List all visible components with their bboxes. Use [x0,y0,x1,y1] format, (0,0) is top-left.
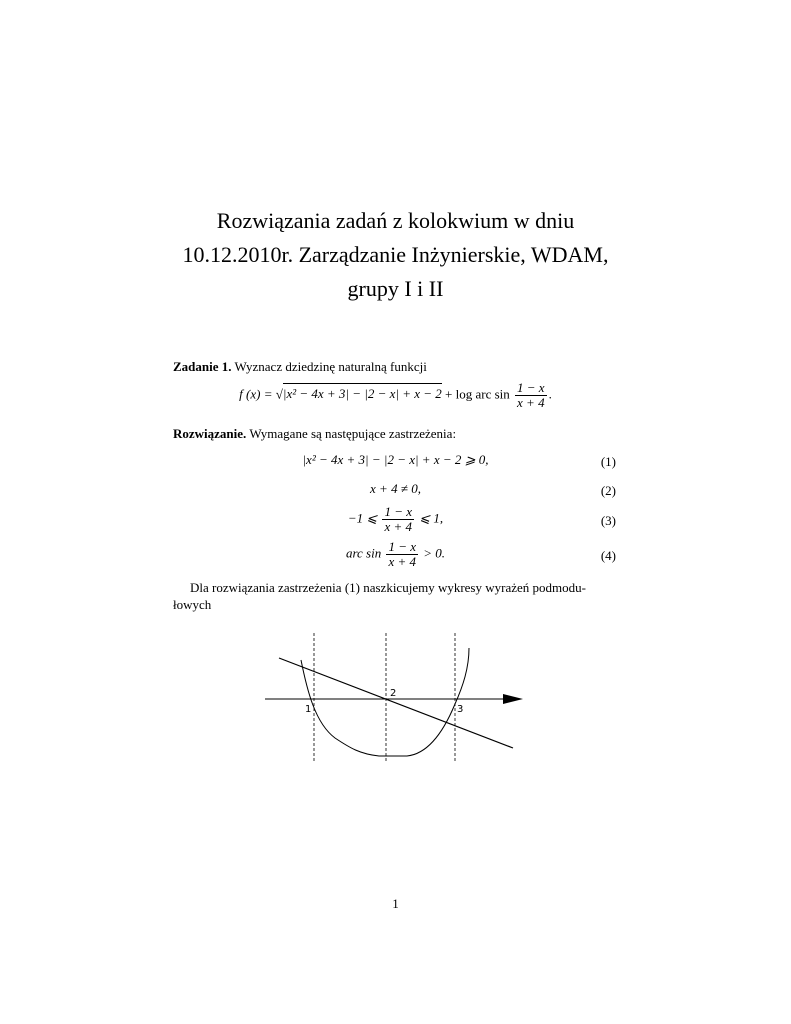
document-title [100,204,691,306]
log-part: + log arc sin [445,386,510,402]
equation-1 [173,452,618,476]
solution-text: Wymagane są następujące zastrzeżenia: [249,426,457,441]
title-line-1: Rozwiązania zadań z kolokwium w dniu [216,208,575,233]
equation-2-body: x + 4 ≠ 0, [370,481,421,496]
solution-label: Rozwiązanie. [173,426,247,441]
paragraph-line-2: łowych [173,597,212,612]
solution-intro [173,425,618,442]
task-text: Wyznacz dziedzinę naturalną funkcji [234,359,427,374]
task-statement [173,358,618,375]
title-line-3: grupy I i II [347,276,444,301]
parabola-curve [301,648,469,756]
equation-4-fraction [386,540,418,569]
equation-4-body [173,540,618,569]
equation-1-number: (1) [600,454,616,469]
equation-2-number: (2) [600,483,616,498]
equation-3-fraction [382,505,414,534]
equation-4-denominator: x + 4 [388,554,417,569]
fraction-numerator: 1 − x [517,380,545,395]
equation-4 [173,540,618,572]
equation-3-denominator: x + 4 [384,519,413,534]
title-line-2: 10.12.2010r. Zarządzanie Inżynierskie, WDAM, [182,242,609,267]
equation-2 [173,481,618,505]
figure-label-2: 2 [390,688,397,699]
function-fraction [515,381,547,410]
figure-label-3: 3 [457,704,464,715]
paragraph-line-1: Dla rozwiązania zastrzeżenia (1) naszkicujemy wykresy wyrażeń podmodu- [190,580,586,595]
function-definition: f (x) = √|x² − 4x + 3| − |2 − x| + x − 2 + log arc sin $\frac{1 - x}{x + 4}$ . [239,380,552,410]
equation-3 [173,505,618,537]
x-axis-arrow [503,694,523,704]
function-period: . [548,386,552,402]
paragraph [173,579,618,613]
sqrt-content: |x² − 4x + 3| − |2 − x| + x − 2 [283,383,442,402]
equation-3-left: −1 ⩽ [347,510,378,526]
page-number: 1 [392,896,399,911]
function-sketch [255,628,535,768]
equation-3-right: ⩽ 1, [419,510,444,526]
fraction-denominator: x + 4 [517,395,545,410]
equation-4-left: arc sin [345,545,382,561]
function-lhs: f (x) = [239,386,273,402]
equation-1-body: |x² − 4x + 3| − |2 − x| + x − 2 ⩾ 0, [302,452,489,467]
equation-3-body [173,505,618,534]
equation-3-numerator: 1 − x [384,504,413,519]
equation-4-number: (4) [600,548,616,563]
equation-3-number: (3) [600,513,616,528]
equation-4-numerator: 1 − x [388,539,417,554]
task-label: Zadanie 1. [173,359,232,374]
equation-4-right: > 0. [423,545,446,561]
figure-label-1: 1 [305,704,312,715]
